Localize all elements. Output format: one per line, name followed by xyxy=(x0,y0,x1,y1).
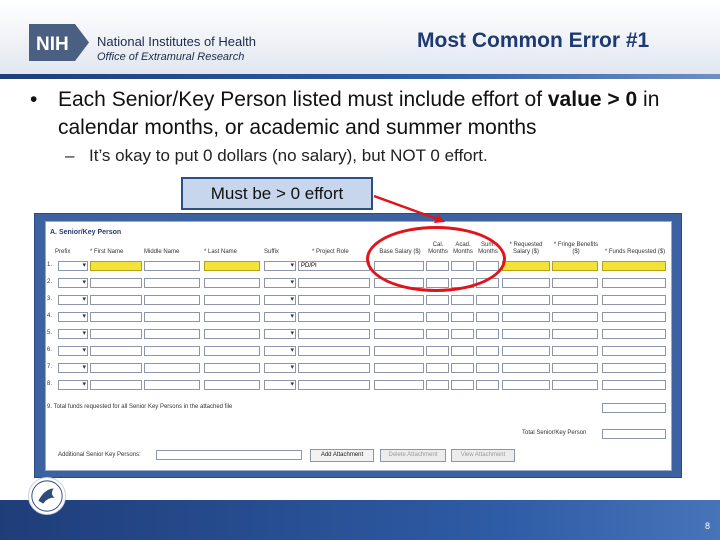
row-6-funds-field[interactable] xyxy=(602,346,666,356)
main-bullet-prefix: Each Senior/Key Person listed must include effort of xyxy=(58,88,548,111)
col-cal-months: Cal. Months xyxy=(428,242,448,255)
row-1-middle-field[interactable] xyxy=(144,261,200,271)
row-7-suffix-field[interactable] xyxy=(264,363,296,373)
col-middle-name: Middle Name xyxy=(144,249,180,255)
col-last-name: * Last Name xyxy=(204,249,238,255)
main-bullet-bold: value > 0 xyxy=(547,88,638,111)
row-8-prefix-field[interactable] xyxy=(58,380,88,390)
row-6-acad-field[interactable] xyxy=(451,346,474,356)
col-requested-salary: * Requested Salary ($) xyxy=(509,242,543,255)
row-2-fringe-field[interactable] xyxy=(552,278,598,288)
row-8-suffix-field[interactable] xyxy=(264,380,296,390)
row-8-reqsal-field[interactable] xyxy=(502,380,550,390)
row-5-cal-field[interactable] xyxy=(426,329,449,339)
row-2-role-field[interactable] xyxy=(298,278,370,288)
row-7-middle-field[interactable] xyxy=(144,363,200,373)
row-7-base-field[interactable] xyxy=(374,363,424,373)
delete-attachment-button[interactable]: Delete Attachment xyxy=(380,449,446,462)
row-7-prefix-field[interactable] xyxy=(58,363,88,373)
main-bullet-suffix: in calendar months, or academic and summer months xyxy=(58,88,660,139)
row-1-fringe-field[interactable] xyxy=(552,261,598,271)
row9-funds-field[interactable] xyxy=(602,403,666,413)
row-3-reqsal-field[interactable] xyxy=(502,295,550,305)
section-title: A. Senior/Key Person xyxy=(50,229,122,236)
additional-persons-label: Additional Senior Key Persons: xyxy=(58,452,141,458)
nih-logo-text: NIH xyxy=(36,34,69,55)
row-number: 4. xyxy=(47,313,53,319)
row-5-middle-field[interactable] xyxy=(144,329,200,339)
row-1-role-field[interactable]: PD/PI xyxy=(298,261,370,271)
header-rule xyxy=(0,74,720,79)
row-5-last-field[interactable] xyxy=(204,329,260,339)
row-6-middle-field[interactable] xyxy=(144,346,200,356)
slide-title: Most Common Error #1 xyxy=(417,29,650,52)
row-2-last-field[interactable] xyxy=(204,278,260,288)
col-acad-months: Acad. Months xyxy=(453,242,473,255)
row-number: 3. xyxy=(47,296,53,302)
row-1-last-field[interactable] xyxy=(204,261,260,271)
row-7-reqsal-field[interactable] xyxy=(502,363,550,373)
row-7-funds-field[interactable] xyxy=(602,363,666,373)
row-5-funds-field[interactable] xyxy=(602,329,666,339)
row-2-funds-field[interactable] xyxy=(602,278,666,288)
row-number: 2. xyxy=(47,279,53,285)
row-1-funds-field[interactable] xyxy=(602,261,666,271)
row-3-acad-field[interactable] xyxy=(451,295,474,305)
main-bullet-text xyxy=(58,86,703,142)
row-8-last-field[interactable] xyxy=(204,380,260,390)
row-4-cal-field[interactable] xyxy=(426,312,449,322)
nih-logo xyxy=(29,24,89,61)
row-number: 6. xyxy=(47,347,53,353)
hhs-logo xyxy=(28,477,66,515)
office-name: Office of Extramural Research xyxy=(97,51,245,63)
view-attachment-button[interactable]: View Attachment xyxy=(451,449,515,462)
row-4-first-field[interactable] xyxy=(90,312,142,322)
row-4-prefix-field[interactable] xyxy=(58,312,88,322)
row-5-suffix-field[interactable] xyxy=(264,329,296,339)
row-5-first-field[interactable] xyxy=(90,329,142,339)
row-8-role-field[interactable] xyxy=(298,380,370,390)
row-6-suffix-field[interactable] xyxy=(264,346,296,356)
row-number: 8. xyxy=(47,381,53,387)
row-6-role-field[interactable] xyxy=(298,346,370,356)
row-4-role-field[interactable] xyxy=(298,312,370,322)
row-3-prefix-field[interactable] xyxy=(58,295,88,305)
row-7-sum-field[interactable] xyxy=(476,363,499,373)
row-7-fringe-field[interactable] xyxy=(552,363,598,373)
row-6-prefix-field[interactable] xyxy=(58,346,88,356)
senior-key-person-form xyxy=(45,221,672,471)
row-4-reqsal-field[interactable] xyxy=(502,312,550,322)
row-4-acad-field[interactable] xyxy=(451,312,474,322)
row-8-funds-field[interactable] xyxy=(602,380,666,390)
total-label: Total Senior/Key Person xyxy=(522,430,587,436)
form-frame xyxy=(34,213,682,478)
row-4-middle-field[interactable] xyxy=(144,312,200,322)
row-6-reqsal-field[interactable] xyxy=(502,346,550,356)
sub-bullet-text: It’s okay to put 0 dollars (no salary), but NOT 0 effort. xyxy=(89,146,488,165)
row-5-fringe-field[interactable] xyxy=(552,329,598,339)
row-5-sum-field[interactable] xyxy=(476,329,499,339)
row-3-funds-field[interactable] xyxy=(602,295,666,305)
org-name: National Institutes of Health xyxy=(97,34,256,49)
row-8-acad-field[interactable] xyxy=(451,380,474,390)
row-7-last-field[interactable] xyxy=(204,363,260,373)
row-7-role-field[interactable] xyxy=(298,363,370,373)
row-4-sum-field[interactable] xyxy=(476,312,499,322)
row-3-sum-field[interactable] xyxy=(476,295,499,305)
page-number: 8 xyxy=(704,521,710,531)
row-2-first-field[interactable] xyxy=(90,278,142,288)
row-6-last-field[interactable] xyxy=(204,346,260,356)
row-2-middle-field[interactable] xyxy=(144,278,200,288)
col-base-salary: Base Salary ($) xyxy=(379,249,421,255)
col-sum-months: Sum. Months xyxy=(478,242,498,255)
row-6-base-field[interactable] xyxy=(374,346,424,356)
row-6-fringe-field[interactable] xyxy=(552,346,598,356)
row-3-suffix-field[interactable] xyxy=(264,295,296,305)
row-8-middle-field[interactable] xyxy=(144,380,200,390)
row-2-prefix-field[interactable] xyxy=(58,278,88,288)
row-3-cal-field[interactable] xyxy=(426,295,449,305)
additional-persons-file-field[interactable] xyxy=(156,450,302,460)
row-5-base-field[interactable] xyxy=(374,329,424,339)
row-2-reqsal-field[interactable] xyxy=(502,278,550,288)
footer-band xyxy=(0,500,720,540)
row-4-fringe-field[interactable] xyxy=(552,312,598,322)
row-8-fringe-field[interactable] xyxy=(552,380,598,390)
row-number: 7. xyxy=(47,364,53,370)
total-funds-field[interactable] xyxy=(602,429,666,439)
sub-bullet-dash: – xyxy=(65,146,75,165)
col-funds-requested: * Funds Requested ($) xyxy=(604,249,666,255)
add-attachment-button[interactable]: Add Attachment xyxy=(310,449,374,462)
row-4-base-field[interactable] xyxy=(374,312,424,322)
bullet-dot: • xyxy=(30,88,38,111)
row-6-sum-field[interactable] xyxy=(476,346,499,356)
row-5-role-field[interactable] xyxy=(298,329,370,339)
row-7-first-field[interactable] xyxy=(90,363,142,373)
row-8-cal-field[interactable] xyxy=(426,380,449,390)
row-2-suffix-field[interactable] xyxy=(264,278,296,288)
row-3-middle-field[interactable] xyxy=(144,295,200,305)
row-number: 5. xyxy=(47,330,53,336)
row-1-suffix-field[interactable] xyxy=(264,261,296,271)
row-3-last-field[interactable] xyxy=(204,295,260,305)
row-number: 1. xyxy=(47,262,53,268)
row-6-first-field[interactable] xyxy=(90,346,142,356)
row-3-role-field[interactable] xyxy=(298,295,370,305)
row-5-prefix-field[interactable] xyxy=(58,329,88,339)
row-3-first-field[interactable] xyxy=(90,295,142,305)
row-6-cal-field[interactable] xyxy=(426,346,449,356)
row-8-sum-field[interactable] xyxy=(476,380,499,390)
row-7-cal-field[interactable] xyxy=(426,363,449,373)
row-3-base-field[interactable] xyxy=(374,295,424,305)
row-8-first-field[interactable] xyxy=(90,380,142,390)
row-1-prefix-field[interactable] xyxy=(58,261,88,271)
col-suffix: Suffix xyxy=(264,249,279,255)
row-4-suffix-field[interactable] xyxy=(264,312,296,322)
row-3-fringe-field[interactable] xyxy=(552,295,598,305)
row-4-funds-field[interactable] xyxy=(602,312,666,322)
row-8-base-field[interactable] xyxy=(374,380,424,390)
col-project-role: * Project Role xyxy=(312,249,349,255)
row-5-reqsal-field[interactable] xyxy=(502,329,550,339)
row-4-last-field[interactable] xyxy=(204,312,260,322)
months-highlight-ellipse xyxy=(366,226,506,292)
col-fringe-benefits: * Fringe Benefits ($) xyxy=(553,242,599,255)
row-1-first-field[interactable] xyxy=(90,261,142,271)
col-first-name: * First Name xyxy=(90,249,124,255)
effort-callout: Must be > 0 effort xyxy=(181,177,373,210)
col-prefix: Prefix xyxy=(55,249,71,255)
row-1-reqsal-field[interactable] xyxy=(502,261,550,271)
row-7-acad-field[interactable] xyxy=(451,363,474,373)
row-5-acad-field[interactable] xyxy=(451,329,474,339)
row9-label: 9. Total funds requested for all Senior Key Persons in the attached file xyxy=(47,404,233,410)
